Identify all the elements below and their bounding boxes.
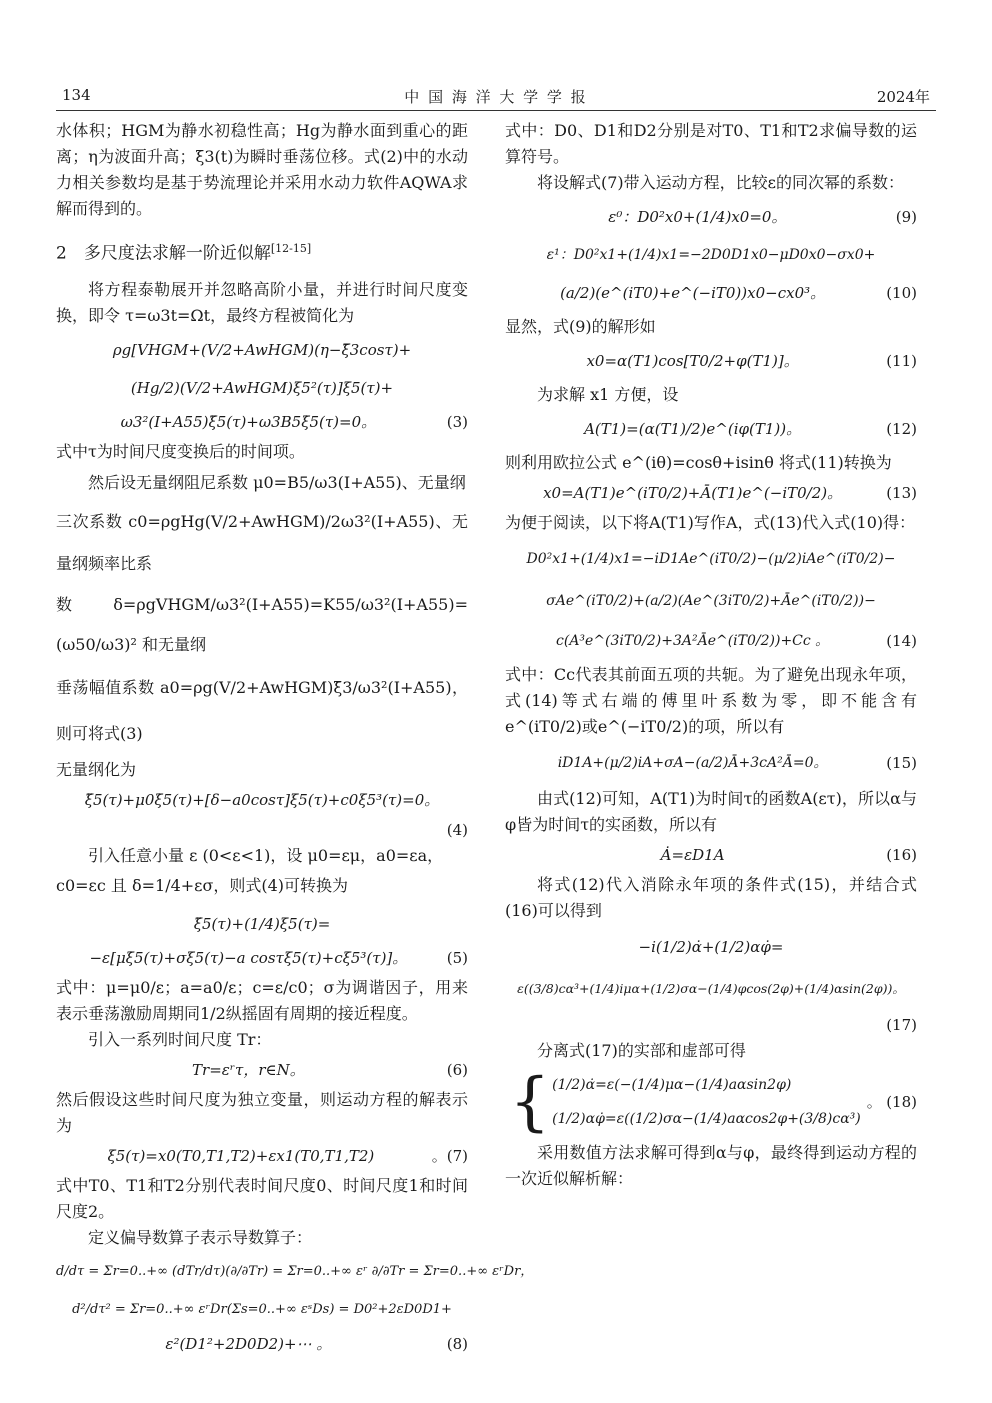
equation-8-line-3 bbox=[56, 1331, 468, 1357]
equation-number: 。(7) bbox=[431, 1146, 468, 1165]
equation-body bbox=[505, 480, 880, 506]
equation-number: (3) bbox=[446, 412, 468, 431]
equation-14-line-2 bbox=[505, 582, 917, 620]
paragraph: 三次系数 c0=ρgHg(V/2+AwHGM)/2ω3²(I+A55)、无量纲频率比系 bbox=[56, 511, 468, 573]
paragraph: 为求解 x1 方便，设 bbox=[537, 385, 679, 404]
equation-content: iD1A+(μ/2)iA+σA−(a/2)Ā+3cA²Ā=0 bbox=[557, 755, 814, 771]
equation-tail: 。 bbox=[783, 352, 799, 370]
equation-body: (1/2)α̇=ε(−(1/4)μα−(1/4)aαsin2φ) bbox=[552, 1077, 792, 1093]
equation-11 bbox=[505, 344, 917, 378]
equation-body: ε¹：D0²x1+(1/4)x1=−2D0D1x0−μD0x0−σx0+ bbox=[546, 247, 876, 263]
equation-body: D0²x1+(1/4)x1=−iD1Ae^(iT0/2)−(μ/2)iAe^(iT0/2)− bbox=[526, 551, 896, 567]
equation-10-line-1 bbox=[505, 238, 917, 272]
citation: [12-15] bbox=[270, 242, 312, 255]
paragraph: 无量纲化为 bbox=[56, 759, 137, 779]
equation-tail: 。 bbox=[786, 420, 802, 438]
equation-4 bbox=[56, 787, 468, 813]
equation-number: (14) bbox=[886, 632, 917, 650]
equation-number: (13) bbox=[886, 484, 917, 502]
paragraph: c0=εc 且 δ=1/4+εσ，则式(4)可转换为 bbox=[56, 875, 349, 895]
paragraph: 然后设无量纲阻尼系数 μ0=B5/ω3(I+A55)、无量纲 bbox=[88, 472, 466, 492]
journal-title: 中 国 海 洋 大 学 学 报 bbox=[404, 88, 588, 106]
equation-number: (4) bbox=[446, 820, 468, 839]
equation-body: Tr=εʳτ，r∈N。 bbox=[192, 1060, 305, 1079]
equation-14-line-3 bbox=[505, 624, 917, 658]
equation-16 bbox=[505, 842, 917, 868]
equation-content: x0=A(T1)e^(iT0/2)+Ā(T1)e^(−iT0/2) bbox=[543, 484, 828, 502]
equation-body bbox=[505, 344, 880, 378]
equation-tail: 。 bbox=[827, 484, 843, 502]
equation-body: d²/dτ² = Σr=0..+∞ εʳDr(Σs=0..+∞ εˢDs) = D0²+2εD0D1+ bbox=[72, 1301, 452, 1317]
equation-5-line-2 bbox=[56, 945, 468, 971]
paragraph: 采用数值方法求解可得到α与φ，最终得到运动方程的一次近似解析解： bbox=[505, 1143, 917, 1188]
equation-tail: 。 bbox=[866, 1093, 882, 1111]
equation-tail: 。 bbox=[813, 755, 828, 771]
equation-3-line-3 bbox=[56, 409, 468, 435]
paragraph: 式中T0、T1和T2分别代表时间尺度0、时间尺度1和时间尺度2。 bbox=[56, 1175, 468, 1221]
paragraph: 为便于阅读，以下将A(T1)写作A，式(13)代入式(10)得： bbox=[505, 513, 916, 532]
paragraph: 由式(12)可知，A(T1)为时间τ的函数A(ετ)，所以α与φ皆为时间τ的实函数，所以有 bbox=[505, 789, 917, 834]
equation-body: (1/2)αφ̇=ε((1/2)σα−(1/4)aαcos2φ+(3/8)cα³) bbox=[552, 1111, 861, 1127]
equation-body bbox=[505, 744, 880, 782]
equation-18 bbox=[505, 1065, 917, 1139]
equation-number: (10) bbox=[886, 284, 917, 302]
equation-number: (12) bbox=[886, 420, 917, 438]
equation-3-line-1 bbox=[56, 333, 468, 367]
equation-number: (11) bbox=[886, 352, 917, 370]
paragraph: 引入任意小量 ε (0<ε<1)，设 μ0=εμ，a0=εa， bbox=[88, 845, 444, 865]
brace-icon: { bbox=[509, 1065, 551, 1139]
equation-8-line-2 bbox=[56, 1293, 468, 1327]
equation-number: (6) bbox=[446, 1060, 468, 1079]
year-label: 2024年 bbox=[876, 88, 930, 106]
equation-13 bbox=[505, 480, 917, 506]
left-column bbox=[56, 118, 534, 1361]
equation-17-line-1 bbox=[505, 928, 917, 966]
section-title: 2 多尺度法求解一阶近似解 bbox=[56, 243, 271, 264]
header-rule bbox=[56, 110, 936, 111]
equation-12 bbox=[505, 412, 917, 446]
equation-body: ξ5(τ)=x0(T0,T1,T2)+εx1(T0,T1,T2) bbox=[107, 1146, 375, 1165]
equation-number: (18) bbox=[886, 1093, 917, 1111]
equation-number: (8) bbox=[446, 1334, 468, 1353]
equation-10-line-2 bbox=[505, 276, 917, 310]
paragraph: 显然，式(9)的解形如 bbox=[505, 317, 656, 336]
paragraph: 垂荡幅值系数 a0=ρg(V/2+AwHGM)ξ̄3/ω3²(I+A55)，则可将式(3) bbox=[56, 677, 468, 743]
equation-9 bbox=[505, 200, 917, 234]
equation-15 bbox=[505, 744, 917, 782]
equation-number: (9) bbox=[895, 208, 917, 226]
equation-body: ε((3/8)cα³+(1/4)iμα+(1/2)σα−(1/4)φcos(2φ)+(1/4)αsin(2φ))。 bbox=[517, 981, 905, 996]
equation-body: ε²(D1²+2D0D2)+⋯ 。 bbox=[165, 1334, 332, 1353]
equation-body: c(A³e^(3iT0/2)+3A²Āe^(iT0/2))+Cc 。 bbox=[556, 633, 830, 649]
paragraph: 式中：D0、D1和D2分别是对T0、T1和T2求偏导数的运算符号。 bbox=[505, 121, 917, 166]
equation-body: Ȧ=εD1A bbox=[660, 846, 725, 864]
equation-content: x0=α(T1)cos[T0/2+φ(T1)] bbox=[586, 352, 784, 370]
equation-6 bbox=[56, 1057, 468, 1083]
paragraph: 引入一系列时间尺度 Tr： bbox=[88, 1029, 272, 1049]
equation-body: ε⁰：D0²x0+(1/4)x0=0。 bbox=[608, 208, 787, 226]
equation-body: −ε[μξ̇5(τ)+σξ5(τ)−a cosτξ5(τ)+cξ5³(τ)]。 bbox=[89, 948, 408, 967]
equation-14-line-1 bbox=[505, 540, 917, 578]
equation-body: (a/2)(e^(iT0)+e^(−iT0))x0−cx0³。 bbox=[560, 284, 826, 302]
equation-body: σAe^(iT0/2)+(a/2)(Ae^(3iT0/2)+Āe^(iT0/2))− bbox=[546, 593, 876, 609]
section-heading bbox=[56, 236, 468, 267]
paragraph: 数 δ=ρgVHGM/ω3²(I+A55)=K55/ω3²(I+A55)=(ω50/ω3)² 和无量纲 bbox=[56, 594, 468, 654]
paragraph: 将式(12)代入消除永年项的条件式(15)，并结合式(16)可以得到 bbox=[505, 875, 917, 920]
paragraph: 式中：Cc代表其前面五项的共轭。为了避免出现永年项，式(14)等式右端的傅里叶系数为零，即不能含有e^(iT0/2)或e^(−iT0/2)的项，所以有 bbox=[505, 665, 917, 736]
paragraph: 则利用欧拉公式 e^(iθ)=cosθ+isinθ 将式(11)转换为 bbox=[505, 453, 892, 472]
paragraph: 水体积；HGM为静水初稳性高；Hg为静水面到重心的距离；η为波面升高；ξ3(t)为瞬时垂荡位移。式(2)中的水动力相关参数均是基于势流理论并采用水动力软件AQWA求解而得到的。 bbox=[56, 121, 468, 218]
paragraph: 分离式(17)的实部和虚部可得 bbox=[537, 1041, 746, 1060]
equation-body: ξ̈5(τ)+μ0ξ̇5(τ)+[δ−a0cosτ]ξ5(τ)+c0ξ5³(τ)=0。 bbox=[84, 790, 440, 809]
equation-body: ω3²(I+A55)ξ̈5(τ)+ω3B5ξ̇5(τ)=0。 bbox=[120, 412, 377, 431]
paragraph: 式中：μ=μ0/ε；a=a0/ε；c=ε/c0；σ为调谐因子，用来表示垂荡激励周期同1/2纵摇固有周期的接近程度。 bbox=[56, 977, 468, 1023]
equation-body: (Hg/2)(V/2+AwHGM)ξ5²(τ)]ξ5(τ)+ bbox=[130, 378, 394, 397]
equation-number: (15) bbox=[886, 754, 917, 772]
equation-body: ρg[VHGM+(V/2+AwHGM)(η−ξ̄3cosτ)+ bbox=[112, 340, 412, 359]
equation-7 bbox=[56, 1143, 468, 1169]
equation-body: −i(1/2)α̇+(1/2)αφ̇= bbox=[638, 938, 784, 956]
paragraph: 将设解式(7)带入运动方程，比较ε的同次幂的系数： bbox=[537, 173, 904, 192]
equation-number: (17) bbox=[886, 1016, 917, 1034]
equation-body: d/dτ = Σr=0..+∞ (dTr/dτ)(∂/∂Tr) = Σr=0..+∞ εʳ ∂/∂Tr = Σr=0..+∞ εʳDr， bbox=[56, 1263, 534, 1279]
equation-17-line-2 bbox=[505, 970, 917, 1008]
equation-number: (16) bbox=[886, 846, 917, 864]
paragraph: 定义偏导数算子表示导数算子： bbox=[88, 1227, 313, 1247]
equation-3-line-2 bbox=[56, 371, 468, 405]
equation-body: ξ̈5(τ)+(1/4)ξ5(τ)= bbox=[193, 914, 331, 933]
right-column bbox=[505, 118, 917, 1192]
equation-content: A(T1)=(α(T1)/2)e^(iφ(T1)) bbox=[584, 420, 787, 438]
page-number: 134 bbox=[62, 86, 91, 104]
equation-number: (5) bbox=[446, 948, 468, 967]
paragraph: 式中τ为时间尺度变换后的时间项。 bbox=[56, 441, 305, 461]
equation-body bbox=[505, 412, 880, 446]
equation-5-line-1 bbox=[56, 907, 468, 941]
paragraph: 然后假设这些时间尺度为独立变量，则运动方程的解表示为 bbox=[56, 1089, 468, 1135]
equation-8-line-1 bbox=[56, 1255, 534, 1289]
paragraph: 将方程泰勒展开并忽略高阶小量，并进行时间尺度变换，即令 τ=ω3t=Ωt，最终方程被简化为 bbox=[56, 279, 468, 325]
